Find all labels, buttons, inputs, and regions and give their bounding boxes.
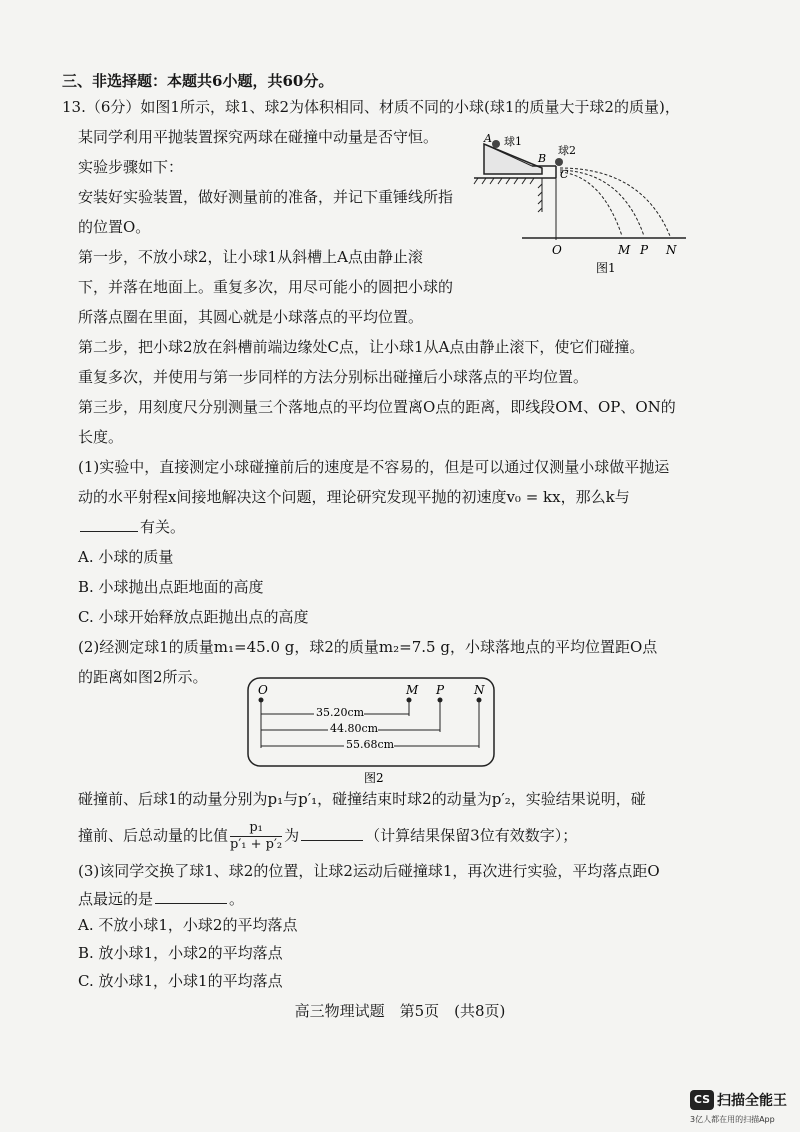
label-m: M xyxy=(618,243,631,257)
step2-line1: 第二步，把小球2放在斜槽前端边缘处C点，让小球1从A点由静止滚下，使它们碰撞。 xyxy=(78,338,645,356)
part3-option-c: C. 放小球1，小球1的平均落点 xyxy=(78,972,283,990)
label-ball-1: 球1 xyxy=(504,135,522,148)
answer-blank-2[interactable] xyxy=(301,826,363,841)
trajectory-m xyxy=(560,172,622,236)
part1-line2: 动的水平射程x间接地解决这个问题，理论研究发现平抛的初速度v₀ = kx，那么k与 xyxy=(78,488,630,506)
answer-blank-1[interactable] xyxy=(80,517,138,532)
part2-ratio-prefix: 撞前、后总动量的比值 xyxy=(78,826,229,845)
scanner-app-name: 扫描全能王 xyxy=(717,1093,787,1109)
part1-option-b: B. 小球抛出点距地面的高度 xyxy=(78,578,264,596)
label-c: C xyxy=(560,168,569,181)
part3-option-a: A. 不放小球1，小球2的平均落点 xyxy=(78,916,298,934)
label-b: B xyxy=(538,152,547,165)
scanner-logo xyxy=(690,1090,787,1110)
scanner-tagline: 3亿人都在用的扫描App xyxy=(690,1115,775,1124)
part3-suffix: 。 xyxy=(229,890,245,908)
step1-line1: 第一步，不放小球2，让小球1从斜槽上A点由静止滚 xyxy=(78,248,423,266)
distance-on-label: 55.68cm xyxy=(346,738,395,751)
step2-line2: 重复多次，并使用与第一步同样的方法分别标出碰撞后小球落点的平均位置。 xyxy=(78,368,589,386)
momentum-ratio-fraction xyxy=(230,820,282,853)
part3-line1: (3)该同学交换了球1、球2的位置，让球2运动后碰撞球1，再次进行实验，平均落点距O xyxy=(78,862,660,880)
label-p: P xyxy=(640,243,649,257)
trajectory-n xyxy=(560,168,670,236)
answer-blank-3[interactable] xyxy=(155,889,227,904)
ball-1 xyxy=(492,140,500,148)
step3-line2: 长度。 xyxy=(78,428,124,446)
steps-title: 实验步骤如下： xyxy=(78,158,184,176)
section-title: 三、非选择题：本题共6小题，共60分。 xyxy=(62,72,334,90)
prep-line1: 安装好实验装置，做好测量前的准备，并记下重锤线所指 xyxy=(78,188,454,206)
part3-line2 xyxy=(78,888,244,910)
part1-suffix: 有关。 xyxy=(140,518,186,536)
part1-line3 xyxy=(78,516,185,538)
label-a: A xyxy=(484,132,492,145)
figure-1-caption: 图1 xyxy=(596,261,616,275)
ball-2 xyxy=(555,158,563,166)
q13-intro-line1: 13.（6分）如图1所示，球1、球2为体积相同、材质不同的小球(球1的质量大于球2的质量)， xyxy=(62,98,680,116)
fig2-label-p: P xyxy=(436,683,445,697)
figure-2-distance-diagram xyxy=(246,676,498,788)
part3-option-b: B. 放小球1，小球2的平均落点 xyxy=(78,944,283,962)
part1-line1: (1)实验中，直接测定小球碰撞前后的速度是不容易的，但是可以通过仅测量小球做平抛运 xyxy=(78,458,670,476)
part1-option-a: A. 小球的质量 xyxy=(78,548,174,566)
fraction-numerator: p₁ xyxy=(230,820,282,837)
label-o: O xyxy=(552,243,562,257)
fig2-label-n: N xyxy=(474,683,485,697)
part2-line3: 碰撞前、后球1的动量分别为p₁与p′₁，碰撞结束时球2的动量为p′₂，实验结果说明，碰 xyxy=(78,790,646,808)
point-o-marker xyxy=(259,698,264,703)
part3-prefix: 点最远的是 xyxy=(78,890,154,908)
part2-line2: 的距离如图2所示。 xyxy=(78,668,208,686)
trajectory-p xyxy=(560,170,644,236)
part1-option-c: C. 小球开始释放点距抛出点的高度 xyxy=(78,608,309,626)
fig2-label-o: O xyxy=(258,683,268,697)
q13-intro-line2: 某同学利用平抛装置探究两球在碰撞中动量是否守恒。 xyxy=(78,128,439,146)
label-n: N xyxy=(666,243,677,257)
distance-om-label: 35.20cm xyxy=(316,706,365,719)
step1-line2: 下，并落在地面上。重复多次，用尽可能小的圆把小球的 xyxy=(78,278,454,296)
page-footer: 高三物理试题 第5页 (共8页) xyxy=(294,1002,506,1020)
distance-op-label: 44.80cm xyxy=(330,722,379,735)
prep-line2: 的位置O。 xyxy=(78,218,151,236)
label-ball-2: 球2 xyxy=(558,144,576,157)
fig2-label-m: M xyxy=(406,683,419,697)
part2-line4 xyxy=(78,820,577,853)
step1-line3: 所落点圈在里面，其圆心就是小球落点的平均位置。 xyxy=(78,308,424,326)
part2-ratio-suffix: （计算结果保留3位有效数字）； xyxy=(365,826,578,845)
figure-2-caption: 图2 xyxy=(364,771,384,785)
part2-ratio-mid: 为 xyxy=(284,826,300,845)
fraction-denominator: p′₁ + p′₂ xyxy=(230,837,283,852)
cs-badge-icon: CS xyxy=(690,1090,714,1110)
part2-line1: (2)经测定球1的质量m₁=45.0 g，球2的质量m₂=7.5 g，小球落地点的平均位置距O点 xyxy=(78,638,658,656)
figure-1-apparatus xyxy=(472,132,688,278)
step3-line1: 第三步，用刻度尺分别测量三个落地点的平均位置离O点的距离，即线段OM、OP、ON的 xyxy=(78,398,676,416)
